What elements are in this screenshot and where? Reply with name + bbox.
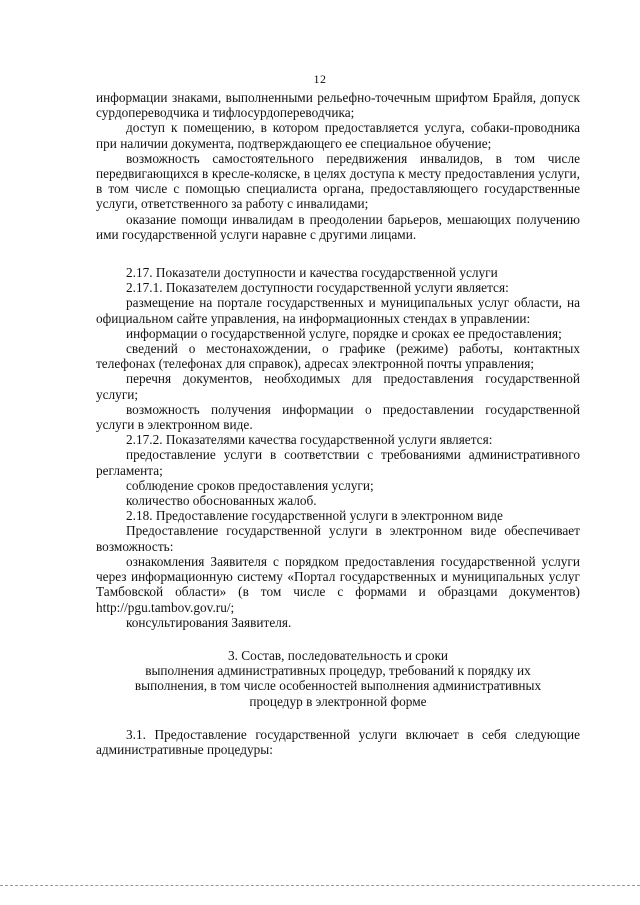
paragraph: оказание помощи инвалидам в преодолении барьеров, мешающих получению ими государственной услуги наравне с другими лицами. xyxy=(96,211,580,242)
list-item: информации о государственной услуге, порядке и сроках ее предоставления; xyxy=(126,325,562,341)
section-heading-line: выполнения административных процедур, требований к порядку их xyxy=(145,663,531,679)
section-heading-line: процедур в электронной форме xyxy=(249,693,427,709)
section-heading-line: 3. Состав, последовательность и сроки xyxy=(227,647,449,663)
body-text xyxy=(96,90,580,757)
paragraph: возможность самостоятельного передвижения инвалидов, в том числе передвигающихся в кресле-коляске, в целях доступа к месту предоставления услуги, в том числе с помощью специалиста органа, предоставляющего государственные услуги, ответственного за работу с инвалидами; xyxy=(96,150,580,212)
list-item: возможность получения информации о предоставлении государственной услуги в электронном виде. xyxy=(96,401,580,433)
list-item: размещение на портале государственных и муниципальных услуг области, на официальном сайте управления, на информационных стендах в управлении: xyxy=(96,295,580,326)
section-heading-line: выполнения, в том числе особенностей выполнения административных xyxy=(134,678,542,694)
paragraph: доступ к помещению, в котором предоставляется услуга, собаки-проводника при наличии документа, подтверждающего ее специальное обучение; xyxy=(96,120,580,151)
page-edge-rule xyxy=(0,885,640,887)
list-item: количество обоснованных жалоб. xyxy=(126,493,317,509)
paragraph: информации знаками, выполненными рельефно-точечным шрифтом Брайля, допуск сурдопереводчика и тифлосурдопереводчика; xyxy=(96,90,580,121)
subsection-title: 2.17.1. Показателем доступности государственной услуги является: xyxy=(126,280,509,296)
list-item: перечня документов, необходимых для предоставления государственной услуги; xyxy=(96,371,580,402)
paragraph: 3.1. Предоставление государственной услуги включает в себя следующие административные процедуры: xyxy=(96,726,580,757)
paragraph: Предоставление государственной услуги в электронном виде обеспечивает возможность: xyxy=(96,523,580,554)
section-title: 2.17. Показатели доступности и качества государственной услуги xyxy=(126,265,498,281)
list-item: сведений о местонахождении, о графике (режиме) работы, контактных телефонах (телефонах для справок), адресах электронной почты управления; xyxy=(96,341,580,372)
section-title: 2.18. Предоставление государственной услуги в электронном виде xyxy=(126,508,503,524)
page-number: 12 xyxy=(313,72,327,86)
list-item: ознакомления Заявителя с порядком предоставления государственной услуги через информационную систему «Портал государственных и муниципальных услуг Тамбовской области» (в том числе с формами и образцами документов) http://pgu.tambov.gov.ru/; xyxy=(96,553,580,615)
list-item: предоставление услуги в соответствии с требованиями административного регламента; xyxy=(96,447,580,478)
subsection-title: 2.17.2. Показателями качества государственной услуги является: xyxy=(126,432,493,448)
list-item: соблюдение сроков предоставления услуги; xyxy=(126,477,374,493)
list-item: консультирования Заявителя. xyxy=(126,614,292,630)
